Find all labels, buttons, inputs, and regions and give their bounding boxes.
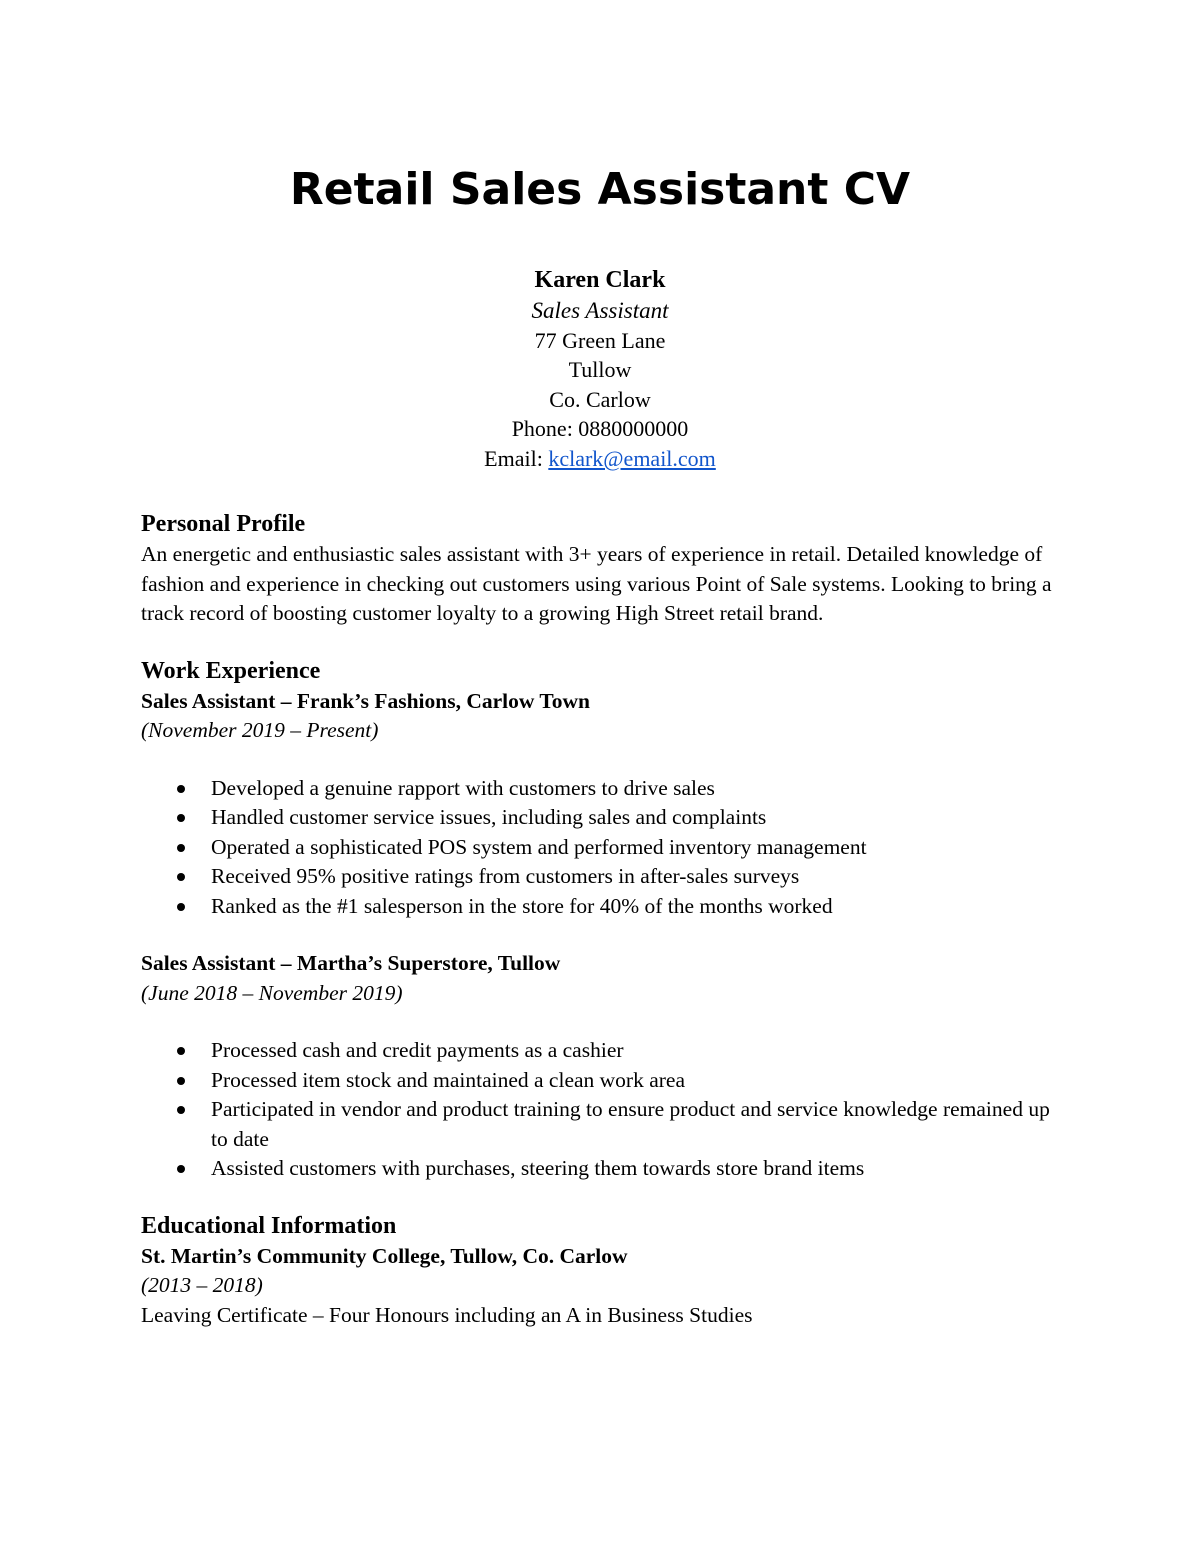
address-line-3: Co. Carlow xyxy=(549,386,651,412)
school-dates: (2013 – 2018) xyxy=(141,1273,263,1297)
document-title: Retail Sales Assistant CV xyxy=(289,164,911,215)
job-dates: (June 2018 – November 2019) xyxy=(141,980,403,1005)
job-dates: (November 2019 – Present) xyxy=(141,718,379,742)
school-name: St. Martin’s Community College, Tullow, Co. Carlow xyxy=(141,1243,628,1268)
job-bullet: Developed a genuine rapport with customers to drive sales xyxy=(173,774,1061,804)
address-line-2: Tullow xyxy=(568,357,632,383)
email-link[interactable]: kclark@email.com xyxy=(548,445,716,471)
job-bullet: Received 95% positive ratings from customers in after-sales surveys xyxy=(173,862,1061,892)
work-heading: Work Experience xyxy=(141,657,321,684)
job-entry xyxy=(141,687,1061,922)
profile-heading: Personal Profile xyxy=(141,511,306,537)
education-section xyxy=(141,1210,1061,1331)
job-bullet: Handled customer service issues, including sales and complaints xyxy=(173,803,1061,833)
job-bullet: Operated a sophisticated POS system and performed inventory management xyxy=(173,833,1061,863)
candidate-name: Karen Clark xyxy=(534,267,666,293)
personal-profile-section xyxy=(141,508,1061,629)
job-title: Sales Assistant – Martha’s Superstore, Tullow xyxy=(141,951,561,975)
education-heading: Educational Information xyxy=(141,1212,397,1239)
work-experience-section xyxy=(141,655,1061,1184)
email-line xyxy=(0,444,1200,474)
job-title: Sales Assistant – Frank’s Fashions, Carlow Town xyxy=(141,688,591,713)
address-line-1: 77 Green Lane xyxy=(534,327,666,353)
candidate-role: Sales Assistant xyxy=(531,298,669,323)
email-label: Email: xyxy=(484,445,549,471)
job-bullet: Processed cash and credit payments as a cashier xyxy=(173,1036,1061,1066)
job-bullet: Assisted customers with purchases, steering them towards store brand items xyxy=(173,1154,1061,1184)
profile-text: An energetic and enthusiastic sales assistant with 3+ years of experience in retail. Detailed knowledge of fashion and experience in checking out customers using various Point of Sale systems. Looking to bring a track record of boosting customer loyalty to a growing High Street retail brand. xyxy=(141,542,1052,625)
job-entry xyxy=(141,949,1061,1184)
job-bullet: Ranked as the #1 salesperson in the store for 40% of the months worked xyxy=(173,892,1061,922)
education-detail: Leaving Certificate – Four Honours including an A in Business Studies xyxy=(141,1302,753,1327)
contact-block xyxy=(0,264,1200,474)
job-bullet-list xyxy=(141,774,1061,922)
job-bullet: Participated in vendor and product training to ensure product and service knowledge remained up to date xyxy=(173,1095,1061,1154)
job-bullet: Processed item stock and maintained a clean work area xyxy=(173,1066,1061,1096)
job-bullet-list xyxy=(141,1036,1061,1184)
phone-number: Phone: 0880000000 xyxy=(511,416,689,442)
cv-body xyxy=(141,508,1061,1330)
